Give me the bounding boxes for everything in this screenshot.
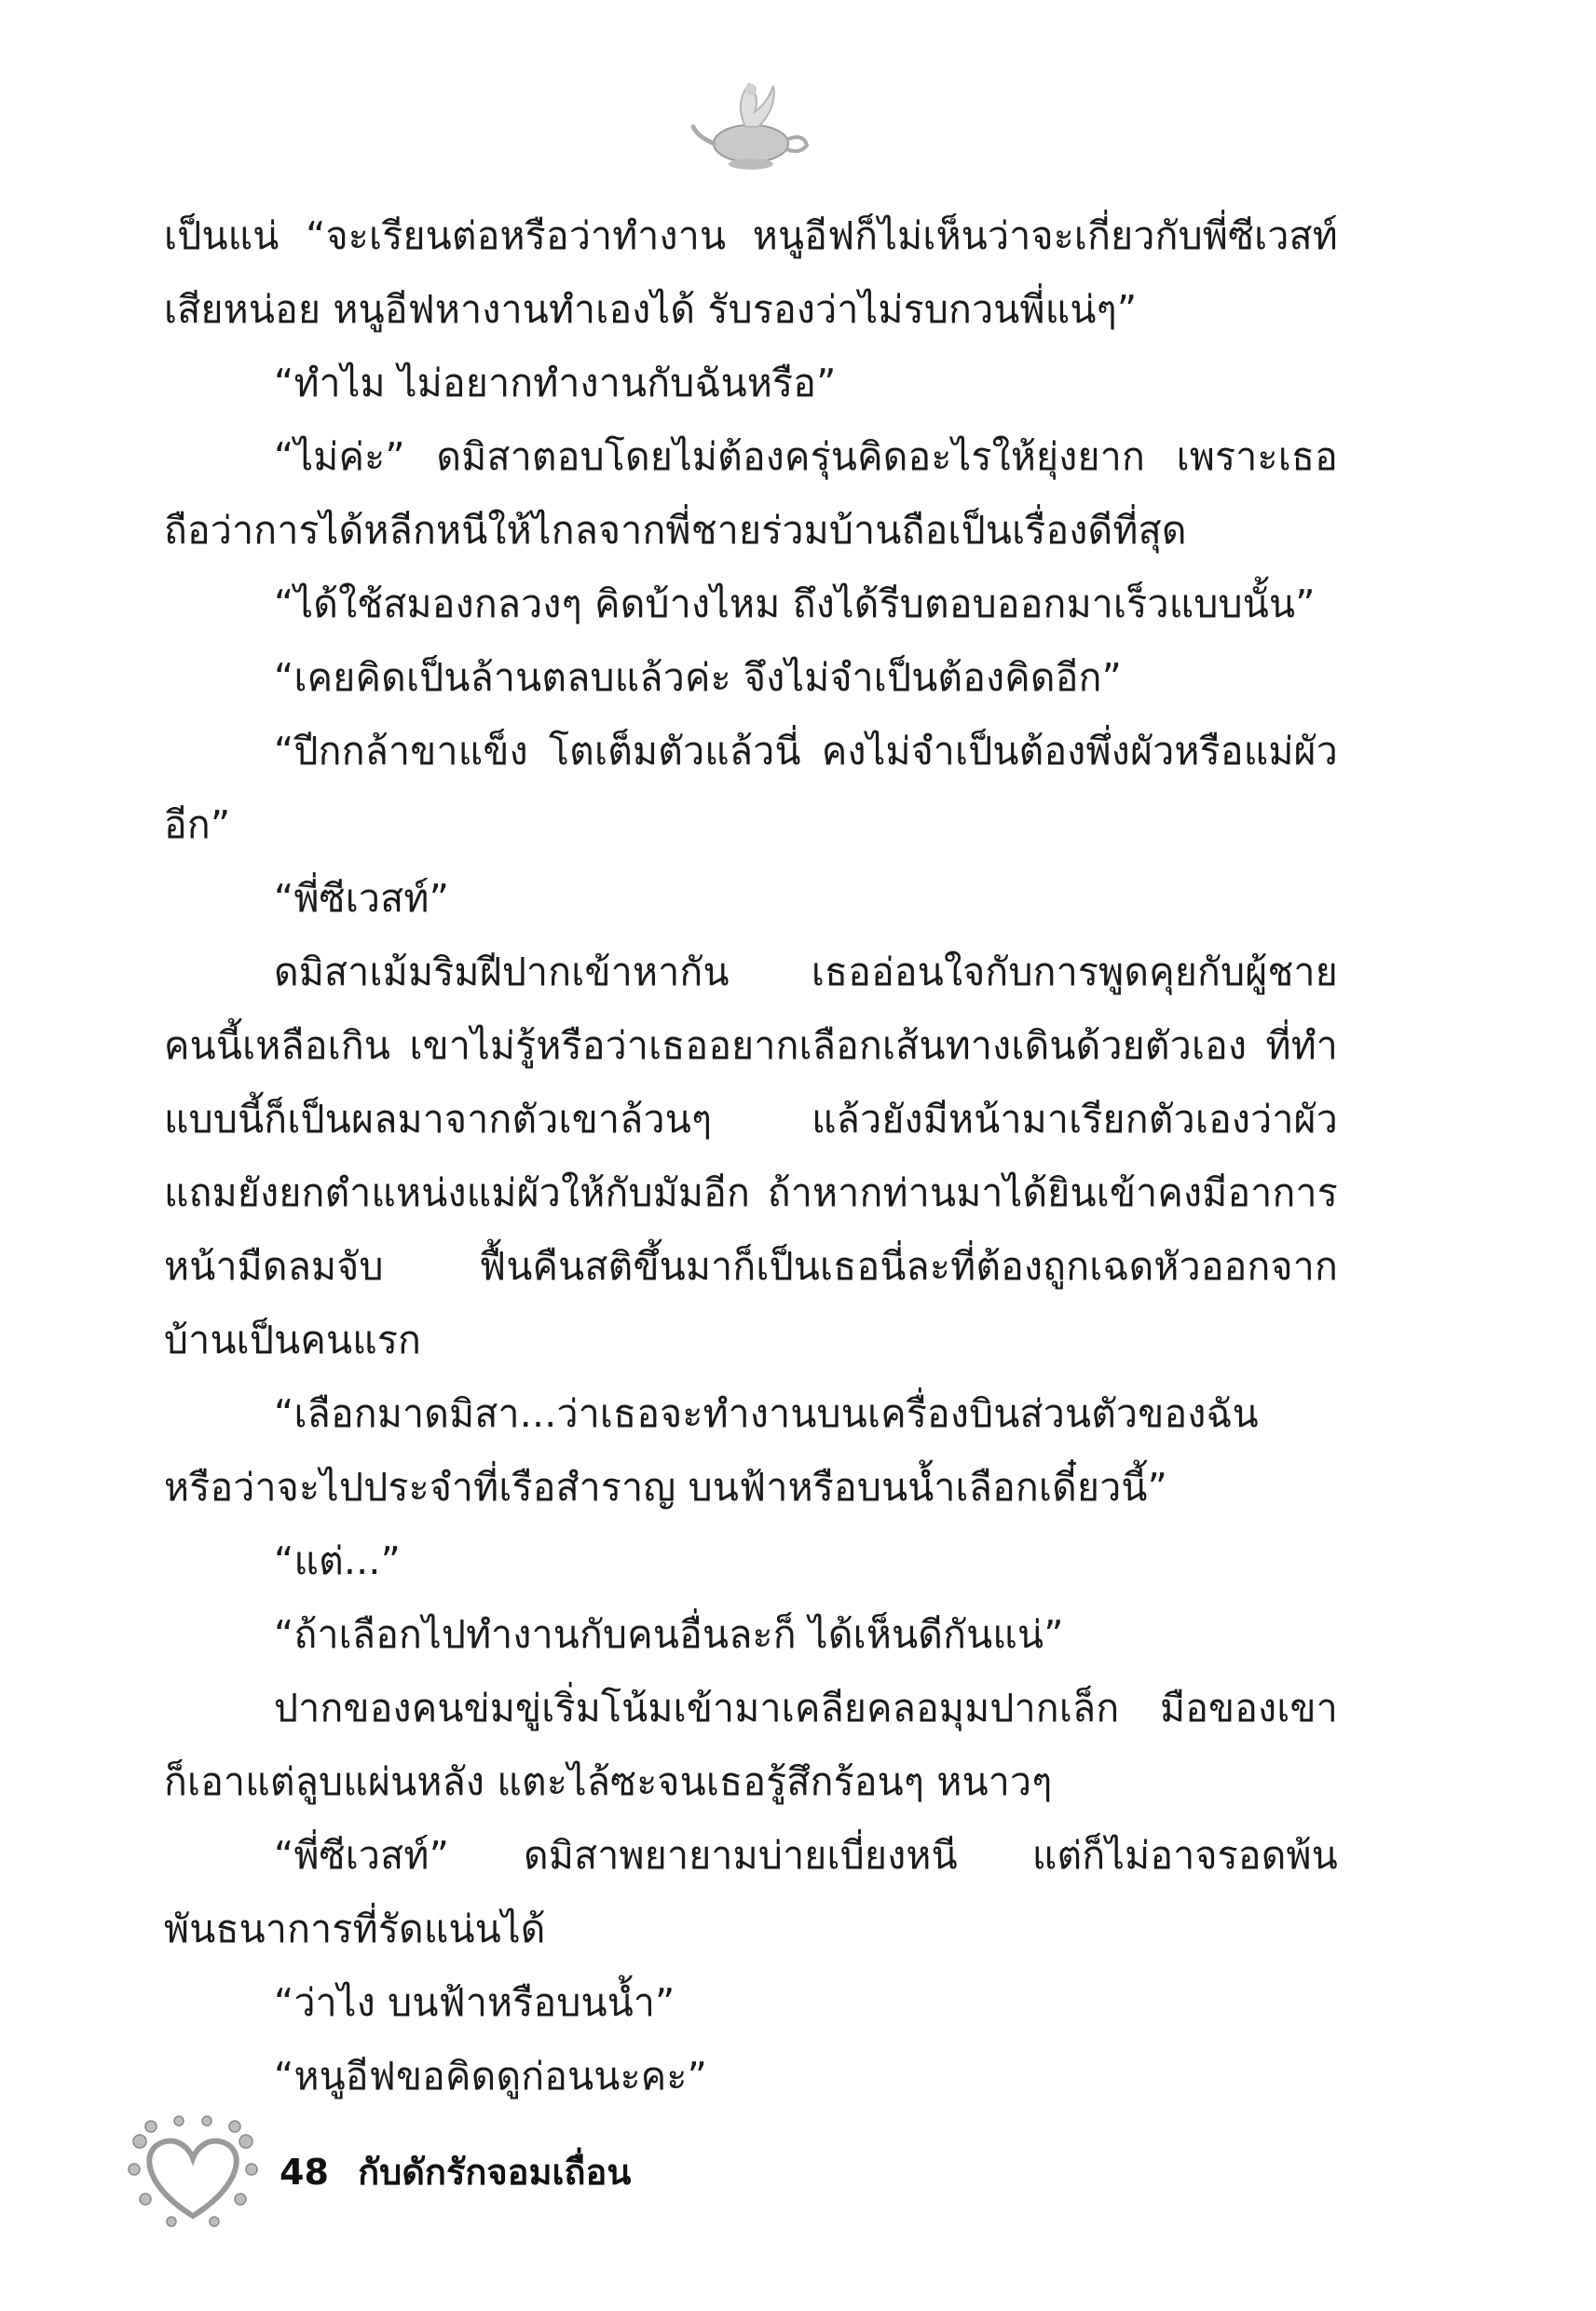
book-title: กับดักรักจอมเถื่อน: [358, 2152, 632, 2193]
text-line: “ได้ใช้สมองกลวงๆ คิดบ้างไหม ถึงได้รีบตอบออกมาเร็วแบบนั้น”: [274, 581, 1316, 626]
text-line: “ทำไม ไม่อยากทำงานกับฉันหรือ”: [274, 361, 837, 405]
text-line: คนนี้เหลือเกิน เขาไม่รู้หรือว่าเธออยากเลือกเส้นทางเดินด้วยตัวเอง ที่ทำ: [164, 1023, 1338, 1068]
text-line: อีก”: [164, 802, 231, 847]
text-line: หน้ามืดลมจับ ฟื้นคืนสติขึ้นมาก็เป็นเธอนี่ละที่ต้องถูกเฉดหัวออกจาก: [164, 1244, 1338, 1289]
text-line: เป็นแน่ “จะเรียนต่อหรือว่าทำงาน หนูอีฟก็ไม่เห็นว่าจะเกี่ยวกับพี่ซีเวสท์: [164, 213, 1338, 258]
text-line: พันธนาการที่รัดแน่นได้: [164, 1907, 546, 1951]
page-number: 48: [280, 2152, 329, 2193]
text-line: เสียหน่อย หนูอีฟหางานทำเองได้ รับรองว่าไม่รบกวนพี่แน่ๆ”: [164, 287, 1138, 332]
text-line: แถมยังยกตำแหน่งแม่ผัวให้กับมัมอีก ถ้าหากท่านมาได้ยินเข้าคงมีอาการ: [164, 1170, 1338, 1215]
text-line: “เคยคิดเป็นล้านตลบแล้วค่ะ จึงไม่จำเป็นต้องคิดอีก”: [274, 655, 1123, 700]
hearts-wreath-icon: [123, 2113, 263, 2235]
text-line: “หนูอีฟขอคิดดูก่อนนะคะ”: [274, 2054, 708, 2099]
text-line: แบบนี้ก็เป็นผลมาจากตัวเขาล้วนๆ แล้วยังมีหน้ามาเรียกตัวเองว่าผัว: [164, 1097, 1338, 1142]
page-footer: [280, 2143, 648, 2200]
text-line: “ว่าไง บนฟ้าหรือบนน้ำ”: [274, 1980, 675, 2025]
body-text: [164, 199, 1338, 2113]
text-line: “เลือกมาดมิสา...ว่าเธอจะทำงานบนเครื่องบินส่วนตัวของฉัน: [274, 1391, 1259, 1436]
text-line: บ้านเป็นคนแรก: [164, 1318, 422, 1362]
text-line: ถือว่าการได้หลีกหนีให้ไกลจากพี่ชายร่วมบ้านถือเป็นเรื่องดีที่สุด: [164, 508, 1187, 553]
text-line: ดมิสาเม้มริมฝีปากเข้าหากัน เธออ่อนใจกับการพูดคุยกับผู้ชาย: [274, 950, 1338, 994]
text-line: “แต่...”: [274, 1538, 402, 1583]
text-line: “พี่ซีเวสท์”: [274, 876, 450, 921]
magic-lamp-fairy-icon: [689, 75, 811, 177]
text-line: “ไม่ค่ะ” ดมิสาตอบโดยไม่ต้องครุ่นคิดอะไรให้ยุ่งยาก เพราะเธอ: [274, 434, 1338, 479]
text-line: ปากของคนข่มขู่เริ่มโน้มเข้ามาเคลียคลอมุมปากเล็ก มือของเขา: [274, 1686, 1338, 1730]
text-line: หรือว่าจะไปประจำที่เรือสำราญ บนฟ้าหรือบนน้ำเลือกเดี๋ยวนี้”: [164, 1465, 1168, 1510]
text-line: “ปีกกล้าขาแข็ง โตเต็มตัวแล้วนี่ คงไม่จำเป็นต้องพึ่งผัวหรือแม่ผัว: [274, 729, 1338, 773]
text-line: “ถ้าเลือกไปทำงานกับคนอื่นละก็ ได้เห็นดีกันแน่”: [274, 1612, 1064, 1657]
text-line: ก็เอาแต่ลูบแผ่นหลัง แตะไล้ซะจนเธอรู้สึกร้อนๆ หนาวๆ: [164, 1759, 1053, 1804]
text-line: “พี่ซีเวสท์” ดมิสาพยายามบ่ายเบี่ยงหนี แต่ก็ไม่อาจรอดพ้น: [274, 1833, 1338, 1878]
